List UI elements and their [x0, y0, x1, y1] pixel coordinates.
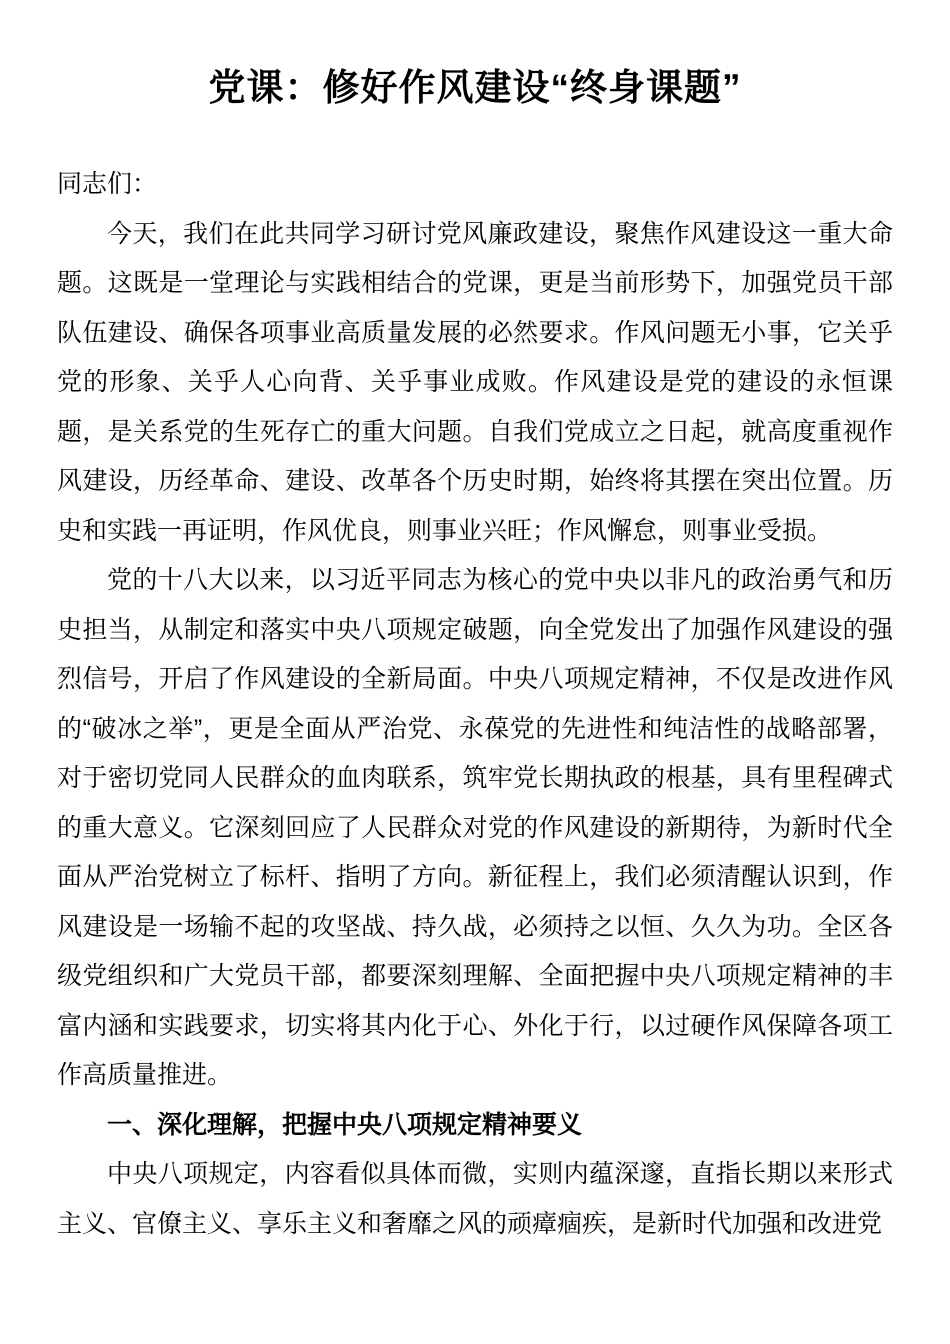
- section-heading-1: 一、深化理解，把握中央八项规定精神要义: [107, 1110, 583, 1139]
- body-paragraph-2: 党的十八大以来，以习近平同志为核心的党中央以非凡的政治勇气和历史担当，从制定和落实中央八项规定破题，向全党发出了加强作风建设的强烈信号，开启了作风建设的全新局面。中央八项规定精神，不仅是改进作风的“破冰之举”，更是全面从严治党、永葆党的先进性和纯洁性的战略部署，对于密切党同人民群众的血肉联系，筑牢党长期执政的根基，具有里程碑式的重大意义。它深刻回应了人民群众对党的作风建设的新期待，为新时代全面从严治党树立了标杆、指明了方向。新征程上，我们必须清醒认识到，作风建设是一场输不起的攻坚战、持久战，必须持之以恒、久久为功。全区各级党组织和广大党员干部，都要深刻理解、全面把握中央八项规定精神的丰富内涵和实践要求，切实将其内化于心、外化于行，以过硬作风保障各项工作高质量推进。: [57, 566, 893, 1089]
- body-paragraph-3: 中央八项规定，内容看似具体而微，实则内蕴深邃，直指长期以来形式主义、官僚主义、享乐主义和奢靡之风的顽瘴痼疾，是新时代加强和改进党: [57, 1160, 893, 1238]
- salutation: 同志们：: [57, 170, 158, 198]
- document-title: 党课：修好作风建设“终身课题”: [208, 67, 742, 108]
- body-paragraph-1: 今天，我们在此共同学习研讨党风廉政建设，聚焦作风建设这一重大命题。这既是一堂理论与实践相结合的党课，更是当前形势下，加强党员干部队伍建设、确保各项事业高质量发展的必然要求。作风问题无小事，它关乎党的形象、关乎人心向背、关乎事业成败。作风建设是党的建设的永恒课题，是关系党的生死存亡的重大问题。自我们党成立之日起，就高度重视作风建设，历经革命、建设、改革各个历史时期，始终将其摆在突出位置。历史和实践一再证明，作风优良，则事业兴旺；作风懈怠，则事业受损。: [57, 219, 893, 545]
